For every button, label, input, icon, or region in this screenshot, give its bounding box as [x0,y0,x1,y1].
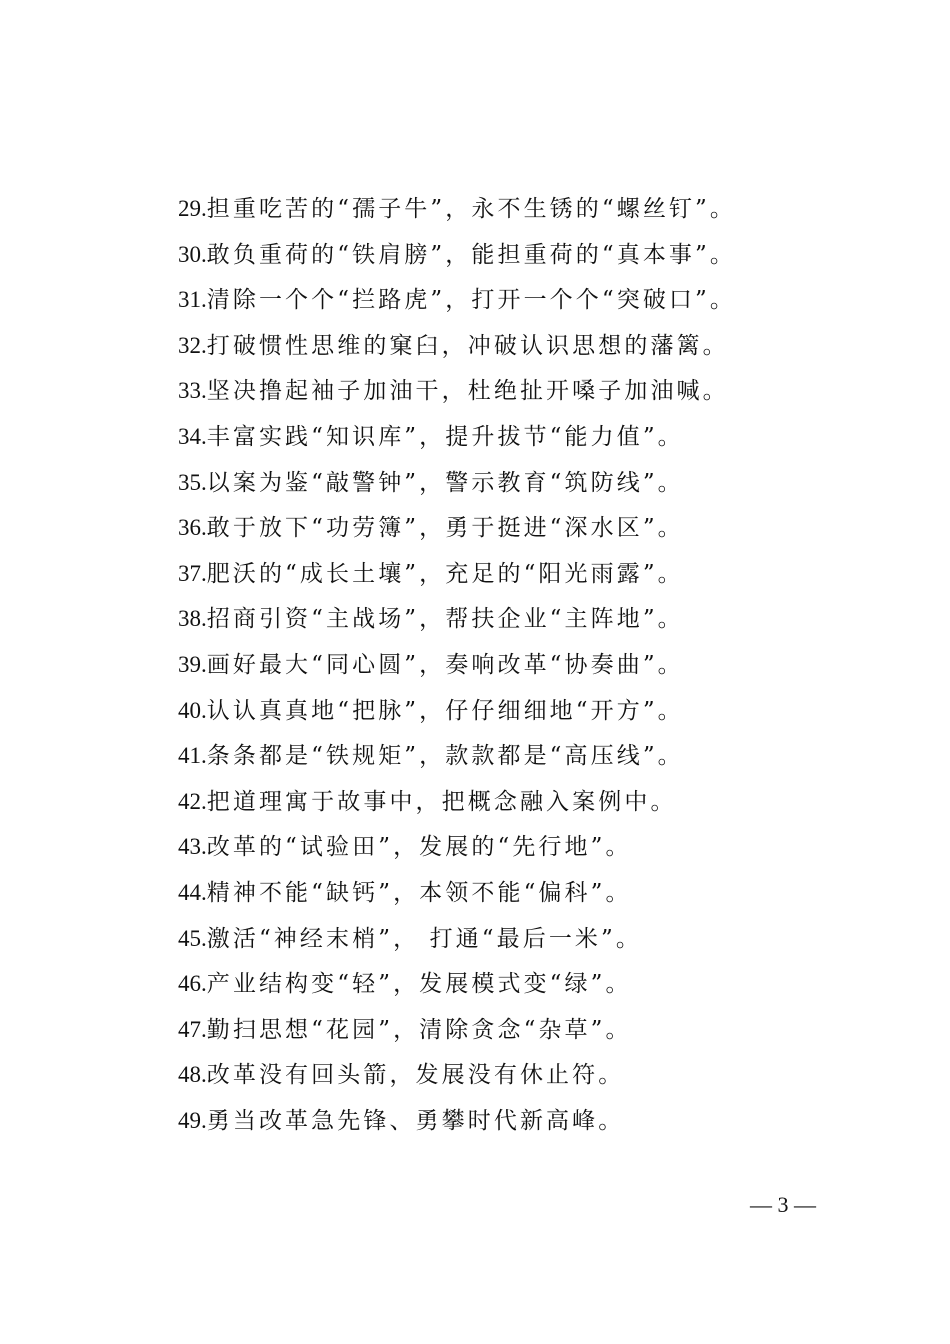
item-number: 42. [178,788,207,814]
item-number: 32. [178,332,207,358]
item-number: 44. [178,879,207,905]
item-number: 49. [178,1107,207,1133]
item-text: 激活“神经末梢”， 打通“最后一米”。 [206,925,642,952]
list-item [178,961,878,1007]
item-number: 45. [178,925,207,951]
list-item [178,1052,878,1098]
page-number: — 3 — [750,1192,816,1217]
item-text: 敢于放下“功劳簿”，勇于挺进“深水区”。 [206,515,684,542]
list-item [178,186,878,232]
item-text: 条条都是“铁规矩”，款款都是“高压线”。 [206,743,684,770]
list-item [178,1007,878,1053]
item-number: 34. [178,423,207,449]
item-number: 29. [178,196,207,221]
list-item [178,414,878,460]
item-text: 把道理寓于故事中，把概念融入案例中。 [206,788,677,815]
item-number: 46. [178,971,207,997]
item-text: 产业结构变“轻”，发展模式变“绿”。 [206,971,632,998]
list-item [178,688,878,734]
list-item [178,460,878,506]
item-number: 40. [178,697,207,723]
item-number: 48. [178,1062,207,1088]
item-text: 担重吃苦的“孺子牛”，永不生锈的“螺丝钉”。 [206,196,736,222]
list-item [178,824,878,870]
item-text: 认认真真地“把脉”，仔仔细细地“开方”。 [206,697,684,724]
item-number: 31. [178,287,207,313]
list-item [178,596,878,642]
item-text: 以案为鉴“敲警钟”，警示教育“筑防线”。 [206,469,684,496]
item-number: 39. [178,651,207,677]
item-text: 打破惯性思维的窠臼，冲破认识思想的藩篱。 [206,332,729,359]
item-number: 37. [178,560,207,586]
item-number: 36. [178,515,207,541]
list-item [178,870,878,916]
item-number: 41. [178,743,207,769]
item-number: 38. [178,606,207,632]
list-item [178,232,878,278]
list-item [178,551,878,597]
item-text: 改革的“试验田”，发展的“先行地”。 [206,834,632,861]
item-text: 改革没有回头箭，发展没有休止符。 [206,1062,625,1089]
list-item [178,323,878,369]
item-text: 画好最大“同心圆”，奏响改革“协奏曲”。 [206,651,684,678]
item-text: 丰富实践“知识库”，提升拔节“能力值”。 [206,423,684,450]
item-text: 敢负重荷的“铁肩膀”，能担重荷的“真本事”。 [206,241,736,268]
list-item [178,1098,878,1144]
item-text: 招商引资“主战场”，帮扶企业“主阵地”。 [206,606,684,633]
numbered-list [178,186,878,1143]
item-number: 30. [178,241,207,267]
item-text: 坚决撸起袖子加油干，杜绝扯开嗓子加油喊。 [206,378,729,405]
item-number: 33. [178,378,207,404]
item-text: 勇当改革急先锋、勇攀时代新高峰。 [206,1107,625,1134]
item-text: 肥沃的“成长土壤”，充足的“阳光雨露”。 [206,560,684,587]
list-item [178,916,878,962]
item-number: 43. [178,834,207,860]
item-text: 勤扫思想“花园”，清除贪念“杂草”。 [206,1016,632,1043]
list-item [178,368,878,414]
list-item [178,733,878,779]
item-number: 35. [178,469,207,495]
list-item [178,642,878,688]
item-text: 清除一个个“拦路虎”，打开一个个“突破口”。 [206,287,736,314]
list-item [178,505,878,551]
list-item [178,277,878,323]
item-number: 47. [178,1016,207,1042]
list-item [178,779,878,825]
item-text: 精神不能“缺钙”，本领不能“偏科”。 [206,879,632,906]
